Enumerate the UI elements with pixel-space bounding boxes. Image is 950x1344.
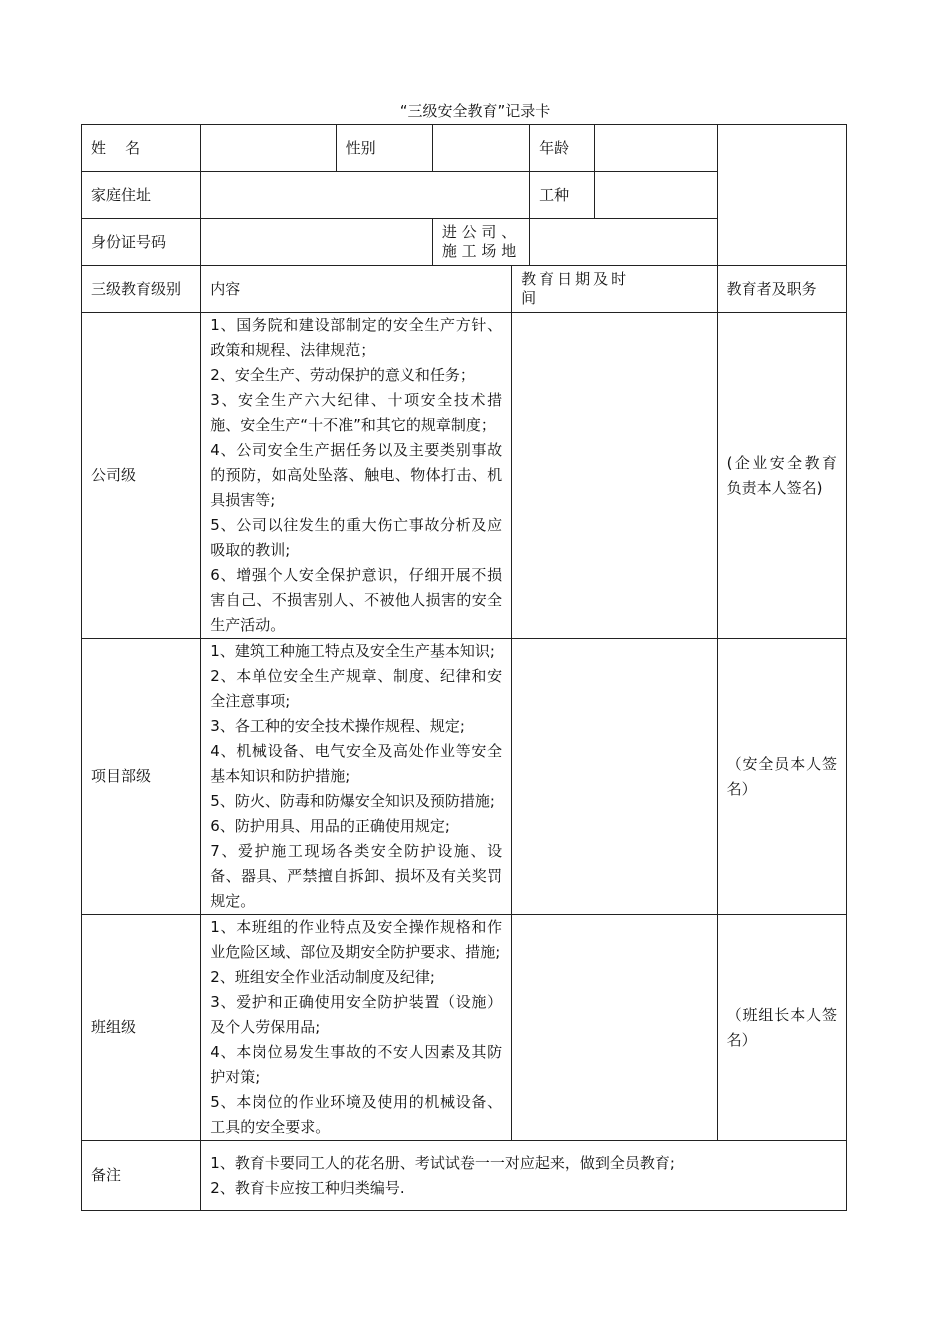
project-item: 4、机械设备、电气安全及高处作业等安全基本知识和防护措施; xyxy=(210,742,503,785)
project-signer: （安全员本人签名） xyxy=(717,639,846,915)
date-header-line-2: 间 xyxy=(521,289,540,307)
remarks-item: 2、教育卡应按工种归类编号. xyxy=(210,1178,405,1197)
team-item: 2、班组安全作业活动制度及纪律; xyxy=(210,968,435,986)
project-item: 2、本单位安全生产规章、制度、纪律和安全注意事项; xyxy=(210,667,503,710)
record-card-table xyxy=(81,124,847,1211)
project-item: 3、各工种的安全技术操作规程、规定; xyxy=(210,717,465,735)
gender-label: 性别 xyxy=(336,125,432,172)
team-item: 5、本岗位的作业环境及使用的机械设备、工具的安全要求。 xyxy=(210,1093,503,1136)
remarks-content xyxy=(201,1141,847,1211)
name-field[interactable] xyxy=(201,125,336,172)
remarks-label: 备注 xyxy=(82,1141,201,1211)
company-signer: (企业安全教育负责本人签名) xyxy=(717,313,846,639)
project-item: 6、防护用具、用品的正确使用规定; xyxy=(210,817,450,835)
trade-label: 工种 xyxy=(530,172,595,219)
team-item: 3、爱护和正确使用安全防护装置（设施）及个人劳保用品; xyxy=(210,993,503,1036)
company-date-field[interactable] xyxy=(512,313,718,639)
educator-header: 教育者及职务 xyxy=(717,266,846,313)
id-number-field[interactable] xyxy=(201,219,433,266)
entry-site-label xyxy=(432,219,529,266)
project-item: 7、爱护施工现场各类安全防护设施、设备、器具、严禁擅自拆卸、损坏及有关奖罚规定。 xyxy=(210,842,503,910)
entry-site-line-1: 进 公 司 、 xyxy=(441,223,517,241)
trade-field[interactable] xyxy=(595,172,717,219)
document-title: “三级安全教育”记录卡 xyxy=(399,102,551,120)
team-signer: （班组长本人签名） xyxy=(717,915,846,1141)
id-number-label: 身份证号码 xyxy=(82,219,201,266)
team-content xyxy=(201,915,512,1141)
company-item: 4、公司安全生产据任务以及主要类别事故的预防，如高处坠落、触电、物体打击、机具损害等; xyxy=(210,441,503,509)
date-header-line-1: 教育日期及时 xyxy=(521,270,630,288)
project-item: 1、建筑工种施工特点及安全生产基本知识; xyxy=(210,642,495,660)
name-label: 姓 名 xyxy=(82,125,201,172)
company-item: 5、公司以往发生的重大伤亡事故分析及应吸取的教训; xyxy=(210,516,503,559)
team-date-field[interactable] xyxy=(512,915,718,1141)
project-level-label: 项目部级 xyxy=(82,639,201,915)
project-item: 5、防火、防毒和防爆安全知识及预防措施; xyxy=(210,792,495,810)
team-item: 1、本班组的作业特点及安全操作规格和作业危险区域、部位及期安全防护要求、措施; xyxy=(210,918,503,961)
remarks-item: 1、教育卡要同工人的花名册、考试试卷一一对应起来，做到全员教育; xyxy=(210,1153,675,1172)
team-item: 4、本岗位易发生事故的不安人因素及其防护对策; xyxy=(210,1043,503,1086)
age-label: 年龄 xyxy=(530,125,595,172)
entry-site-field[interactable] xyxy=(530,219,717,266)
company-level-label: 公司级 xyxy=(82,313,201,639)
entry-site-line-2: 施 工 场 地 xyxy=(441,242,517,260)
company-item: 1、国务院和建设部制定的安全生产方针、政策和规程、法律规范； xyxy=(210,316,503,359)
address-label: 家庭住址 xyxy=(82,172,201,219)
project-content xyxy=(201,639,512,915)
address-field[interactable] xyxy=(201,172,530,219)
company-item: 6、增强个人安全保护意识，仔细开展不损害自己、不损害别人、不被他人损害的安全生产活动。 xyxy=(210,566,503,634)
company-item: 2、安全生产、劳动保护的意义和任务； xyxy=(210,366,475,384)
content-header: 内容 xyxy=(201,266,512,313)
level-header: 三级教育级别 xyxy=(82,266,201,313)
project-date-field[interactable] xyxy=(512,639,718,915)
company-item: 3、安全生产六大纪律、十项安全技术措施、安全生产“十不准”和其它的规章制度； xyxy=(210,391,503,434)
team-level-label: 班组级 xyxy=(82,915,201,1141)
company-content xyxy=(201,313,512,639)
gender-field[interactable] xyxy=(432,125,529,172)
age-field[interactable] xyxy=(595,125,717,172)
photo-cell xyxy=(717,125,846,266)
date-header xyxy=(512,266,718,313)
